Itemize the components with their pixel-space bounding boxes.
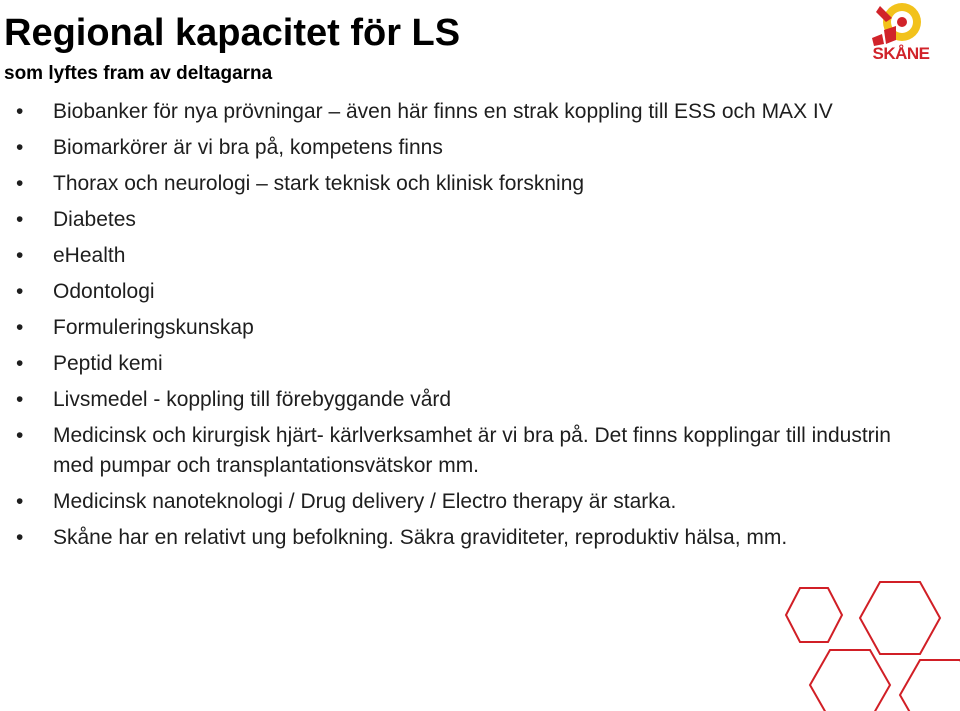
bullet-dot: •	[16, 100, 24, 123]
bullet-dot: •	[16, 244, 24, 267]
hexagon-decoration	[770, 580, 960, 711]
list-item-text: Diabetes	[53, 208, 136, 231]
list-item	[0, 277, 900, 307]
bullet-dot: •	[16, 526, 24, 549]
list-item-text: Odontologi	[53, 280, 155, 303]
list-item	[0, 133, 900, 163]
region-skane-logo	[862, 0, 940, 70]
list-item-text: Peptid kemi	[53, 352, 163, 375]
bullet-dot: •	[16, 316, 24, 339]
list-item	[0, 421, 900, 481]
list-item-text: Formuleringskunskap	[53, 316, 254, 339]
bullet-dot: •	[16, 280, 24, 303]
list-item	[0, 349, 900, 379]
bullet-dot: •	[16, 490, 24, 513]
slide-subtitle: som lyftes fram av deltagarna	[4, 63, 273, 84]
list-item	[0, 523, 900, 553]
hexagon-shape	[860, 582, 940, 654]
list-item-text: Biomarkörer är vi bra på, kompetens finns	[53, 136, 443, 159]
list-item	[0, 97, 900, 127]
bullet-dot: •	[16, 136, 24, 159]
list-item-text: Medicinsk nanoteknologi / Drug delivery / Electro therapy är starka.	[53, 490, 677, 513]
list-item	[0, 313, 900, 343]
bullet-dot: •	[16, 208, 24, 231]
hexagon-shape	[786, 588, 842, 642]
list-item	[0, 241, 900, 271]
bullet-list	[0, 97, 900, 559]
list-item	[0, 385, 900, 415]
list-item-text: Medicinsk och kirurgisk hjärt- kärlverksamhet är vi bra på. Det finns kopplingar till industrin med pumpar och transplantationsvätskor mm.	[53, 424, 891, 477]
list-item-text: eHealth	[53, 244, 126, 267]
list-item-text: Biobanker för nya prövningar – även här finns en strak koppling till ESS och MAX IV	[53, 100, 833, 123]
list-item-text: Skåne har en relativt ung befolkning. Säkra graviditeter, reproduktiv hälsa, mm.	[53, 526, 788, 549]
hexagon-shape	[900, 660, 960, 711]
bullet-dot: •	[16, 352, 24, 375]
griffin-emblem-icon	[862, 0, 940, 48]
bullet-dot: •	[16, 172, 24, 195]
hexagon-shape	[810, 650, 890, 711]
bullet-dot: •	[16, 424, 24, 447]
list-item-text: Livsmedel - koppling till förebyggande vård	[53, 388, 452, 411]
slide-title: Regional kapacitet för LS	[4, 12, 461, 54]
list-item	[0, 169, 900, 199]
list-item	[0, 487, 900, 517]
list-item	[0, 205, 900, 235]
bullet-dot: •	[16, 388, 24, 411]
logo-wordmark: SKÅNE	[872, 44, 930, 63]
list-item-text: Thorax och neurologi – stark teknisk och klinisk forskning	[53, 172, 585, 195]
